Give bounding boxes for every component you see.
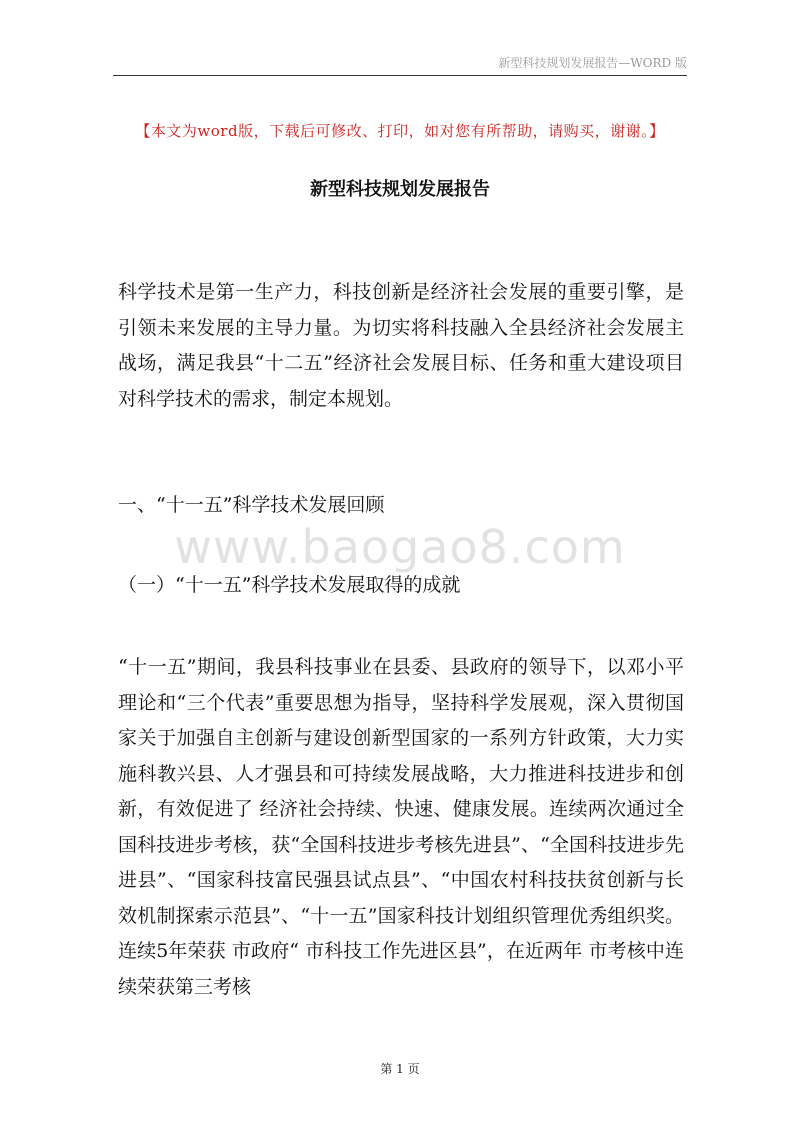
header-divider xyxy=(113,75,687,76)
section-heading: 一、“十一五”科学技术发展回顾 xyxy=(118,494,385,516)
purchase-notice: 【本文为word版，下载后可修改、打印，如对您有所帮助，请购买，谢谢。】 xyxy=(135,122,665,140)
running-header: 新型科技规划发展报告—WORD 版 xyxy=(498,56,687,70)
subsection-heading: （一）“十一五”科学技术发展取得的成就 xyxy=(118,574,461,596)
paragraph-achievements: “十一五”期间，我县科技事业在县委、县政府的领导下，以邓小平理论和“三个代表”重要思想为指导，坚持科学发展观，深入贯彻国家关于加强自主创新与建设创新型国家的一系列方针政策，大力实施科教兴县、人才强县和可持续发展战略，大力推进科技进步和创新，有效促进了 经济社会持续、快速、健康发展。连续两次通过全国科技进步考核，获“全国科技进步考核先进县”、“全国科技进步先进县”、“国家科技富民强县试点县”、“中国农村科技扶贫创新与长效机制探索示范县”、“十一五”国家科技计划组织管理优秀组织奖。连续5年荣获 市政府“ 市科技工作先进区县”，在近两年 市考核中连续荣获第三考核 xyxy=(118,656,684,998)
paragraph-intro: 科学技术是第一生产力，科技创新是经济社会发展的重要引擎，是引领未来发展的主导力量。为切实将科技融入全县经济社会发展主战场，满足我县“十二五”经济社会发展目标、任务和重大建设项目对科学技术的需求，制定本规划。 xyxy=(118,281,684,410)
watermark: www.baogao8.com xyxy=(174,520,626,574)
page-number: 第 1 页 xyxy=(380,1062,420,1076)
document-title: 新型科技规划发展报告 xyxy=(310,179,490,200)
